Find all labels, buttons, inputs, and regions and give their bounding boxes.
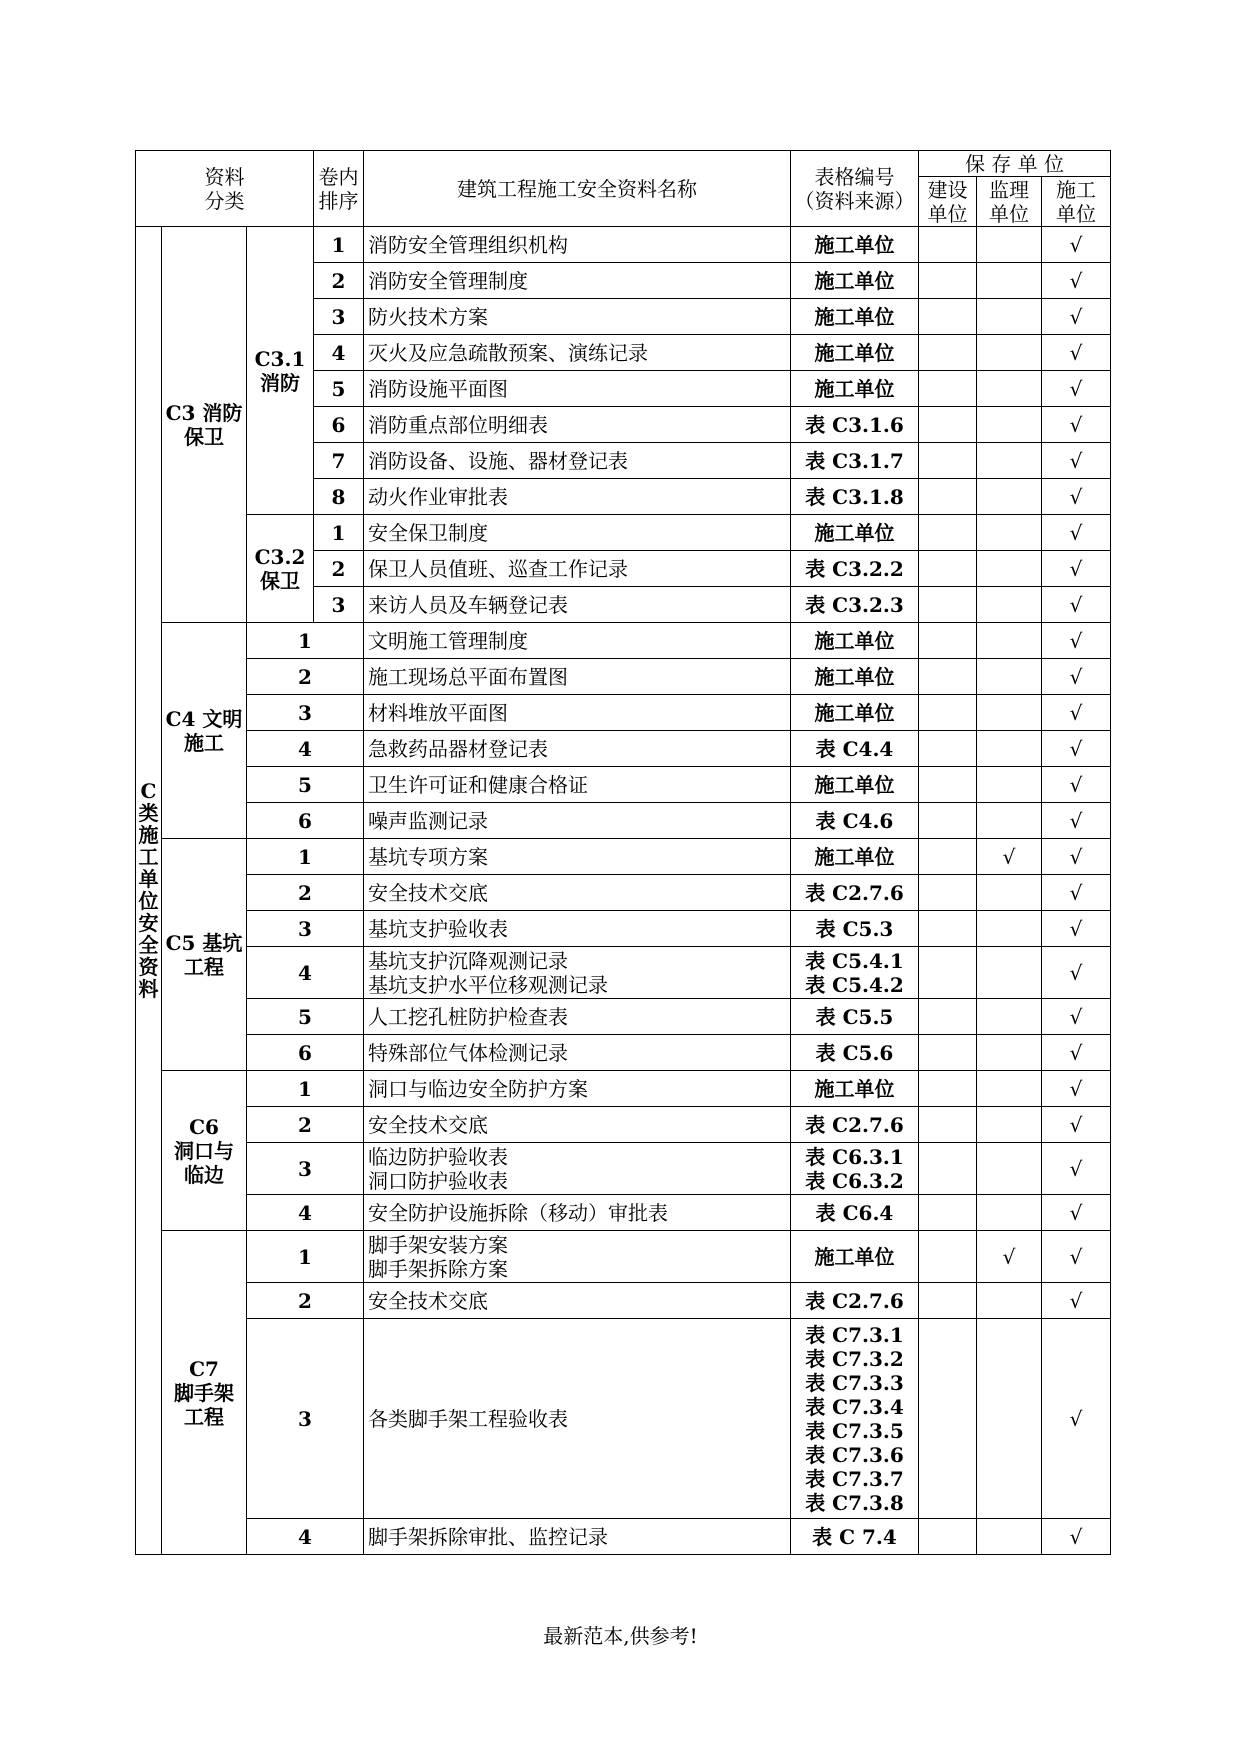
table-row: [136, 515, 1111, 551]
supervise-unit-cell: [977, 1283, 1042, 1319]
form-cell: 施工单位: [791, 623, 919, 659]
form-cell: 表 C5.6: [791, 1035, 919, 1071]
safety-document-table: [135, 150, 1111, 1555]
table-row: [136, 1319, 1111, 1519]
build-unit-cell: [919, 623, 977, 659]
seq-cell: 3: [247, 695, 364, 731]
table-row: [136, 875, 1111, 911]
construct-unit-cell: √: [1042, 1143, 1111, 1195]
form-cell: 表 C5.4.1 表 C5.4.2: [791, 947, 919, 999]
build-unit-cell: [919, 1071, 977, 1107]
table-row: [136, 911, 1111, 947]
build-unit-cell: [919, 443, 977, 479]
seq-cell: 5: [247, 999, 364, 1035]
header-storage: 保 存 单 位: [919, 151, 1111, 177]
supervise-unit-cell: [977, 767, 1042, 803]
form-cell: 表 C3.1.6: [791, 407, 919, 443]
table-row: [136, 695, 1111, 731]
build-unit-cell: [919, 1231, 977, 1283]
header-unit-build: 建设 单位: [919, 177, 977, 227]
name-cell: 保卫人员值班、巡查工作记录: [364, 551, 791, 587]
seq-cell: 5: [314, 371, 364, 407]
table-row: [136, 1195, 1111, 1231]
name-cell: 消防重点部位明细表: [364, 407, 791, 443]
table-row: [136, 659, 1111, 695]
form-cell: 表 C2.7.6: [791, 1107, 919, 1143]
table-row: [136, 731, 1111, 767]
construct-unit-cell: √: [1042, 371, 1111, 407]
construct-unit-cell: √: [1042, 1035, 1111, 1071]
construct-unit-cell: √: [1042, 263, 1111, 299]
construct-unit-cell: √: [1042, 731, 1111, 767]
build-unit-cell: [919, 551, 977, 587]
build-unit-cell: [919, 695, 977, 731]
seq-cell: 1: [247, 839, 364, 875]
group-c7-cell: C7 脚手架 工程: [162, 1231, 247, 1555]
form-cell: 表 C2.7.6: [791, 875, 919, 911]
build-unit-cell: [919, 299, 977, 335]
supervise-unit-cell: [977, 587, 1042, 623]
supervise-unit-cell: [977, 263, 1042, 299]
header-unit-supervise: 监理 单位: [977, 177, 1042, 227]
construct-unit-cell: √: [1042, 947, 1111, 999]
form-cell: 施工单位: [791, 1231, 919, 1283]
group-c5-cell: C5 基坑 工程: [162, 839, 247, 1071]
supervise-unit-cell: [977, 1519, 1042, 1555]
name-cell: 防火技术方案: [364, 299, 791, 335]
header-name: 建筑工程施工安全资料名称: [364, 151, 791, 227]
build-unit-cell: [919, 839, 977, 875]
name-cell: 动火作业审批表: [364, 479, 791, 515]
header-category: 资料 分类: [136, 151, 314, 227]
supervise-unit-cell: [977, 911, 1042, 947]
seq-cell: 1: [314, 515, 364, 551]
table-row: [136, 1035, 1111, 1071]
build-unit-cell: [919, 1143, 977, 1195]
name-cell: 特殊部位气体检测记录: [364, 1035, 791, 1071]
supervise-unit-cell: [977, 371, 1042, 407]
seq-cell: 2: [247, 1107, 364, 1143]
supervise-unit-cell: [977, 1143, 1042, 1195]
supervise-unit-cell: [977, 803, 1042, 839]
seq-cell: 6: [247, 803, 364, 839]
build-unit-cell: [919, 875, 977, 911]
construct-unit-cell: √: [1042, 623, 1111, 659]
construct-unit-cell: √: [1042, 1195, 1111, 1231]
seq-cell: 2: [314, 263, 364, 299]
construct-unit-cell: √: [1042, 767, 1111, 803]
build-unit-cell: [919, 911, 977, 947]
group-c3-cell: C3 消防 保卫: [162, 227, 247, 623]
supervise-unit-cell: [977, 1071, 1042, 1107]
name-cell: 人工挖孔桩防护检查表: [364, 999, 791, 1035]
table-body: [136, 151, 1111, 1555]
seq-cell: 4: [247, 1195, 364, 1231]
build-unit-cell: [919, 587, 977, 623]
form-cell: 施工单位: [791, 767, 919, 803]
seq-cell: 1: [247, 623, 364, 659]
construct-unit-cell: √: [1042, 1319, 1111, 1519]
form-cell: 施工单位: [791, 695, 919, 731]
name-cell: 脚手架安装方案 脚手架拆除方案: [364, 1231, 791, 1283]
build-unit-cell: [919, 263, 977, 299]
name-cell: 文明施工管理制度: [364, 623, 791, 659]
footer-note: 最新范本,供参考!: [543, 1624, 698, 1648]
form-cell: 表 C5.5: [791, 999, 919, 1035]
header-seq: 卷内 排序: [314, 151, 364, 227]
group-c31-cell: C3.1 消防: [247, 227, 314, 515]
form-cell: 表 C3.2.2: [791, 551, 919, 587]
table-row: [136, 623, 1111, 659]
form-cell: 施工单位: [791, 659, 919, 695]
construct-unit-cell: √: [1042, 875, 1111, 911]
build-unit-cell: [919, 731, 977, 767]
form-cell: 表 C7.3.1 表 C7.3.2 表 C7.3.3 表 C7.3.4 表 C7.3.5 表 C7.3.6 表 C7.3.7 表 C7.3.8: [791, 1319, 919, 1519]
name-cell: 脚手架拆除审批、监控记录: [364, 1519, 791, 1555]
name-cell: 基坑支护沉降观测记录 基坑支护水平位移观测记录: [364, 947, 791, 999]
form-cell: 施工单位: [791, 335, 919, 371]
name-cell: 消防安全管理制度: [364, 263, 791, 299]
name-cell: 临边防护验收表 洞口防护验收表: [364, 1143, 791, 1195]
seq-cell: 3: [247, 911, 364, 947]
seq-cell: 4: [247, 1519, 364, 1555]
name-cell: 安全保卫制度: [364, 515, 791, 551]
build-unit-cell: [919, 1319, 977, 1519]
main-category-label: C类施工单位安全资料: [138, 779, 159, 1001]
form-cell: 施工单位: [791, 263, 919, 299]
supervise-unit-cell: [977, 443, 1042, 479]
seq-cell: 3: [314, 587, 364, 623]
seq-cell: 2: [247, 1283, 364, 1319]
form-cell: 施工单位: [791, 1071, 919, 1107]
form-cell: 表 C3.1.7: [791, 443, 919, 479]
table-row: [136, 1107, 1111, 1143]
seq-cell: 4: [247, 731, 364, 767]
build-unit-cell: [919, 1035, 977, 1071]
table-row: [136, 947, 1111, 999]
form-cell: 施工单位: [791, 299, 919, 335]
form-cell: 表 C6.4: [791, 1195, 919, 1231]
supervise-unit-cell: [977, 731, 1042, 767]
header-unit-construct: 施工 单位: [1042, 177, 1111, 227]
build-unit-cell: [919, 803, 977, 839]
table-row: [136, 839, 1111, 875]
seq-cell: 1: [247, 1071, 364, 1107]
group-c4-cell: C4 文明 施工: [162, 623, 247, 839]
table-row: [136, 767, 1111, 803]
build-unit-cell: [919, 479, 977, 515]
supervise-unit-cell: [977, 623, 1042, 659]
header-form: 表格编号 （资料来源）: [791, 151, 919, 227]
table-row: [136, 803, 1111, 839]
form-cell: 表 C 7.4: [791, 1519, 919, 1555]
build-unit-cell: [919, 227, 977, 263]
name-cell: 各类脚手架工程验收表: [364, 1319, 791, 1519]
name-cell: 安全防护设施拆除（移动）审批表: [364, 1195, 791, 1231]
supervise-unit-cell: [977, 1195, 1042, 1231]
supervise-unit-cell: [977, 1319, 1042, 1519]
form-cell: 表 C2.7.6: [791, 1283, 919, 1319]
form-cell: 表 C3.2.3: [791, 587, 919, 623]
seq-cell: 2: [314, 551, 364, 587]
table-row: [136, 1071, 1111, 1107]
table-row: [136, 1283, 1111, 1319]
form-cell: 施工单位: [791, 839, 919, 875]
supervise-unit-cell: [977, 1035, 1042, 1071]
seq-cell: 4: [314, 335, 364, 371]
name-cell: 基坑支护验收表: [364, 911, 791, 947]
seq-cell: 2: [247, 659, 364, 695]
construct-unit-cell: √: [1042, 999, 1111, 1035]
form-cell: 表 C4.6: [791, 803, 919, 839]
name-cell: 急救药品器材登记表: [364, 731, 791, 767]
seq-cell: 1: [314, 227, 364, 263]
construct-unit-cell: √: [1042, 911, 1111, 947]
build-unit-cell: [919, 407, 977, 443]
seq-cell: 5: [247, 767, 364, 803]
supervise-unit-cell: [977, 999, 1042, 1035]
construct-unit-cell: √: [1042, 407, 1111, 443]
seq-cell: 3: [314, 299, 364, 335]
form-cell: 施工单位: [791, 227, 919, 263]
construct-unit-cell: √: [1042, 1071, 1111, 1107]
construct-unit-cell: √: [1042, 479, 1111, 515]
form-cell: 表 C3.1.8: [791, 479, 919, 515]
build-unit-cell: [919, 659, 977, 695]
build-unit-cell: [919, 335, 977, 371]
supervise-unit-cell: [977, 335, 1042, 371]
name-cell: 基坑专项方案: [364, 839, 791, 875]
supervise-unit-cell: [977, 551, 1042, 587]
build-unit-cell: [919, 1519, 977, 1555]
construct-unit-cell: √: [1042, 443, 1111, 479]
seq-cell: 8: [314, 479, 364, 515]
name-cell: 噪声监测记录: [364, 803, 791, 839]
supervise-unit-cell: [977, 479, 1042, 515]
name-cell: 安全技术交底: [364, 875, 791, 911]
construct-unit-cell: √: [1042, 1283, 1111, 1319]
seq-cell: 4: [247, 947, 364, 999]
construct-unit-cell: √: [1042, 1107, 1111, 1143]
name-cell: 来访人员及车辆登记表: [364, 587, 791, 623]
supervise-unit-cell: [977, 947, 1042, 999]
name-cell: 消防设施平面图: [364, 371, 791, 407]
build-unit-cell: [919, 999, 977, 1035]
construct-unit-cell: √: [1042, 1519, 1111, 1555]
seq-cell: 1: [247, 1231, 364, 1283]
supervise-unit-cell: [977, 515, 1042, 551]
construct-unit-cell: √: [1042, 335, 1111, 371]
name-cell: 卫生许可证和健康合格证: [364, 767, 791, 803]
supervise-unit-cell: [977, 875, 1042, 911]
supervise-unit-cell: [977, 695, 1042, 731]
table-row: [136, 999, 1111, 1035]
form-cell: 表 C4.4: [791, 731, 919, 767]
table-row: [136, 1231, 1111, 1283]
build-unit-cell: [919, 371, 977, 407]
form-cell: 表 C5.3: [791, 911, 919, 947]
supervise-unit-cell: [977, 1107, 1042, 1143]
name-cell: 灭火及应急疏散预案、演练记录: [364, 335, 791, 371]
table-row: [136, 1519, 1111, 1555]
supervise-unit-cell: [977, 407, 1042, 443]
construct-unit-cell: √: [1042, 551, 1111, 587]
seq-cell: 3: [247, 1319, 364, 1519]
table-row: [136, 227, 1111, 263]
name-cell: 消防设备、设施、器材登记表: [364, 443, 791, 479]
construct-unit-cell: √: [1042, 1231, 1111, 1283]
build-unit-cell: [919, 947, 977, 999]
build-unit-cell: [919, 767, 977, 803]
build-unit-cell: [919, 1107, 977, 1143]
seq-cell: 2: [247, 875, 364, 911]
build-unit-cell: [919, 1283, 977, 1319]
seq-cell: 7: [314, 443, 364, 479]
construct-unit-cell: √: [1042, 695, 1111, 731]
name-cell: 消防安全管理组织机构: [364, 227, 791, 263]
construct-unit-cell: √: [1042, 587, 1111, 623]
build-unit-cell: [919, 1195, 977, 1231]
name-cell: 安全技术交底: [364, 1283, 791, 1319]
group-c6-cell: C6 洞口与 临边: [162, 1071, 247, 1231]
form-cell: 施工单位: [791, 515, 919, 551]
supervise-unit-cell: [977, 299, 1042, 335]
construct-unit-cell: √: [1042, 839, 1111, 875]
supervise-unit-cell: [977, 227, 1042, 263]
construct-unit-cell: √: [1042, 659, 1111, 695]
name-cell: 安全技术交底: [364, 1107, 791, 1143]
supervise-unit-cell: √: [977, 839, 1042, 875]
construct-unit-cell: √: [1042, 227, 1111, 263]
name-cell: 洞口与临边安全防护方案: [364, 1071, 791, 1107]
seq-cell: 6: [314, 407, 364, 443]
supervise-unit-cell: √: [977, 1231, 1042, 1283]
construct-unit-cell: √: [1042, 299, 1111, 335]
table-row: [136, 1143, 1111, 1195]
header-row: [136, 151, 1111, 177]
build-unit-cell: [919, 515, 977, 551]
name-cell: 施工现场总平面布置图: [364, 659, 791, 695]
seq-cell: 6: [247, 1035, 364, 1071]
supervise-unit-cell: [977, 659, 1042, 695]
construct-unit-cell: √: [1042, 515, 1111, 551]
form-cell: 表 C6.3.1 表 C6.3.2: [791, 1143, 919, 1195]
name-cell: 材料堆放平面图: [364, 695, 791, 731]
seq-cell: 3: [247, 1143, 364, 1195]
group-c32-cell: C3.2 保卫: [247, 515, 314, 623]
main-category-cell: [136, 227, 162, 1555]
form-cell: 施工单位: [791, 371, 919, 407]
construct-unit-cell: √: [1042, 803, 1111, 839]
